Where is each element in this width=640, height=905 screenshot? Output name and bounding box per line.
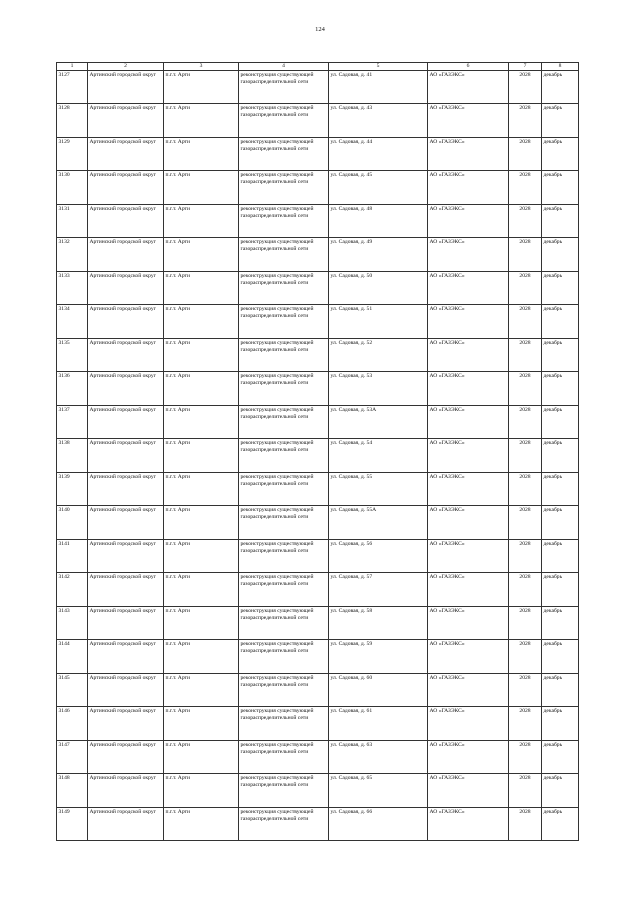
address-cell: ул. Садовая, д. 63 <box>329 740 428 774</box>
year-cell: 2028 <box>509 506 542 540</box>
district-cell: Артинский городской округ <box>88 137 164 171</box>
table-row <box>57 807 579 841</box>
month-cell: декабрь <box>542 573 579 607</box>
year-cell: 2028 <box>509 673 542 707</box>
row-number-cell: 3129 <box>57 137 88 171</box>
organization-cell: АО «ГАЗЭКС» <box>428 774 509 808</box>
settlement-cell: п.г.т. Арти <box>164 539 239 573</box>
column-header-7: 7 <box>509 63 542 71</box>
work-type-cell: реконструкция существующей газораспределительной сети <box>239 606 329 640</box>
settlement-cell: п.г.т. Арти <box>164 640 239 674</box>
table-row <box>57 104 579 138</box>
address-cell: ул. Садовая, д. 54 <box>329 439 428 473</box>
settlement-cell: п.г.т. Арти <box>164 439 239 473</box>
settlement-cell: п.г.т. Арти <box>164 573 239 607</box>
district-cell: Артинский городской округ <box>88 372 164 406</box>
address-cell: ул. Садовая, д. 59 <box>329 640 428 674</box>
organization-cell: АО «ГАЗЭКС» <box>428 640 509 674</box>
table-row <box>57 204 579 238</box>
organization-cell: АО «ГАЗЭКС» <box>428 740 509 774</box>
settlement-cell: п.г.т. Арти <box>164 673 239 707</box>
district-cell: Артинский городской округ <box>88 405 164 439</box>
work-type-cell: реконструкция существующей газораспределительной сети <box>239 171 329 205</box>
district-cell: Артинский городской округ <box>88 774 164 808</box>
organization-cell: АО «ГАЗЭКС» <box>428 807 509 841</box>
district-cell: Артинский городской округ <box>88 338 164 372</box>
row-number-cell: 3149 <box>57 807 88 841</box>
settlement-cell: п.г.т. Арти <box>164 506 239 540</box>
work-type-cell: реконструкция существующей газораспределительной сети <box>239 405 329 439</box>
organization-cell: АО «ГАЗЭКС» <box>428 707 509 741</box>
work-type-cell: реконструкция существующей газораспределительной сети <box>239 305 329 339</box>
row-number-cell: 3133 <box>57 271 88 305</box>
address-cell: ул. Садовая, д. 57 <box>329 573 428 607</box>
year-cell: 2028 <box>509 104 542 138</box>
district-cell: Артинский городской округ <box>88 305 164 339</box>
row-number-cell: 3140 <box>57 506 88 540</box>
district-cell: Артинский городской округ <box>88 506 164 540</box>
work-type-cell: реконструкция существующей газораспределительной сети <box>239 372 329 406</box>
district-cell: Артинский городской округ <box>88 271 164 305</box>
address-cell: ул. Садовая, д. 60 <box>329 673 428 707</box>
row-number-cell: 3144 <box>57 640 88 674</box>
column-header-1: 1 <box>57 63 88 71</box>
year-cell: 2028 <box>509 338 542 372</box>
work-type-cell: реконструкция существующей газораспределительной сети <box>239 807 329 841</box>
organization-cell: АО «ГАЗЭКС» <box>428 271 509 305</box>
district-cell: Артинский городской округ <box>88 740 164 774</box>
work-type-cell: реконструкция существующей газораспределительной сети <box>239 204 329 238</box>
district-cell: Артинский городской округ <box>88 573 164 607</box>
work-type-cell: реконструкция существующей газораспределительной сети <box>239 774 329 808</box>
work-type-cell: реконструкция существующей газораспределительной сети <box>239 640 329 674</box>
row-number-cell: 3143 <box>57 606 88 640</box>
month-cell: декабрь <box>542 640 579 674</box>
district-cell: Артинский городской округ <box>88 707 164 741</box>
settlement-cell: п.г.т. Арти <box>164 171 239 205</box>
column-header-2: 2 <box>88 63 164 71</box>
header-row <box>57 63 579 71</box>
row-number-cell: 3142 <box>57 573 88 607</box>
table-body <box>57 70 579 841</box>
table-row <box>57 271 579 305</box>
year-cell: 2028 <box>509 539 542 573</box>
row-number-cell: 3141 <box>57 539 88 573</box>
year-cell: 2028 <box>509 204 542 238</box>
organization-cell: АО «ГАЗЭКС» <box>428 305 509 339</box>
year-cell: 2028 <box>509 640 542 674</box>
month-cell: декабрь <box>542 472 579 506</box>
column-header-3: 3 <box>164 63 239 71</box>
district-cell: Артинский городской округ <box>88 539 164 573</box>
work-type-cell: реконструкция существующей газораспределительной сети <box>239 740 329 774</box>
month-cell: декабрь <box>542 807 579 841</box>
work-type-cell: реконструкция существующей газораспределительной сети <box>239 238 329 272</box>
organization-cell: АО «ГАЗЭКС» <box>428 673 509 707</box>
organization-cell: АО «ГАЗЭКС» <box>428 204 509 238</box>
organization-cell: АО «ГАЗЭКС» <box>428 439 509 473</box>
year-cell: 2028 <box>509 271 542 305</box>
work-type-cell: реконструкция существующей газораспределительной сети <box>239 70 329 104</box>
district-cell: Артинский городской округ <box>88 70 164 104</box>
work-type-cell: реконструкция существующей газораспределительной сети <box>239 472 329 506</box>
table-row <box>57 238 579 272</box>
organization-cell: АО «ГАЗЭКС» <box>428 171 509 205</box>
row-number-cell: 3128 <box>57 104 88 138</box>
table-row <box>57 70 579 104</box>
table-row <box>57 305 579 339</box>
table-row <box>57 606 579 640</box>
organization-cell: АО «ГАЗЭКС» <box>428 137 509 171</box>
year-cell: 2028 <box>509 137 542 171</box>
month-cell: декабрь <box>542 137 579 171</box>
table-row <box>57 137 579 171</box>
year-cell: 2028 <box>509 807 542 841</box>
organization-cell: АО «ГАЗЭКС» <box>428 472 509 506</box>
work-type-cell: реконструкция существующей газораспределительной сети <box>239 104 329 138</box>
month-cell: декабрь <box>542 305 579 339</box>
address-cell: ул. Садовая, д. 61 <box>329 707 428 741</box>
year-cell: 2028 <box>509 707 542 741</box>
row-number-cell: 3146 <box>57 707 88 741</box>
work-type-cell: реконструкция существующей газораспределительной сети <box>239 137 329 171</box>
year-cell: 2028 <box>509 171 542 205</box>
table-row <box>57 439 579 473</box>
address-cell: ул. Садовая, д. 55А <box>329 506 428 540</box>
organization-cell: АО «ГАЗЭКС» <box>428 573 509 607</box>
district-cell: Артинский городской округ <box>88 807 164 841</box>
year-cell: 2028 <box>509 372 542 406</box>
year-cell: 2028 <box>509 238 542 272</box>
settlement-cell: п.г.т. Арти <box>164 204 239 238</box>
organization-cell: АО «ГАЗЭКС» <box>428 405 509 439</box>
settlement-cell: п.г.т. Арти <box>164 338 239 372</box>
row-number-cell: 3145 <box>57 673 88 707</box>
month-cell: декабрь <box>542 774 579 808</box>
settlement-cell: п.г.т. Арти <box>164 70 239 104</box>
month-cell: декабрь <box>542 238 579 272</box>
work-type-cell: реконструкция существующей газораспределительной сети <box>239 506 329 540</box>
table-row <box>57 774 579 808</box>
month-cell: декабрь <box>542 70 579 104</box>
month-cell: декабрь <box>542 707 579 741</box>
row-number-cell: 3136 <box>57 372 88 406</box>
district-cell: Артинский городской округ <box>88 439 164 473</box>
organization-cell: АО «ГАЗЭКС» <box>428 539 509 573</box>
address-cell: ул. Садовая, д. 65 <box>329 774 428 808</box>
year-cell: 2028 <box>509 740 542 774</box>
address-cell: ул. Садовая, д. 45 <box>329 171 428 205</box>
month-cell: декабрь <box>542 673 579 707</box>
gas-network-register-table <box>56 62 579 841</box>
column-header-5: 5 <box>329 63 428 71</box>
row-number-cell: 3130 <box>57 171 88 205</box>
table-row <box>57 539 579 573</box>
table-row <box>57 372 579 406</box>
month-cell: декабрь <box>542 204 579 238</box>
organization-cell: АО «ГАЗЭКС» <box>428 338 509 372</box>
address-cell: ул. Садовая, д. 44 <box>329 137 428 171</box>
address-cell: ул. Садовая, д. 51 <box>329 305 428 339</box>
column-header-8: 8 <box>542 63 579 71</box>
month-cell: декабрь <box>542 104 579 138</box>
address-cell: ул. Садовая, д. 66 <box>329 807 428 841</box>
work-type-cell: реконструкция существующей газораспределительной сети <box>239 271 329 305</box>
work-type-cell: реконструкция существующей газораспределительной сети <box>239 539 329 573</box>
address-cell: ул. Садовая, д. 58 <box>329 606 428 640</box>
row-number-cell: 3134 <box>57 305 88 339</box>
address-cell: ул. Садовая, д. 50 <box>329 271 428 305</box>
row-number-cell: 3132 <box>57 238 88 272</box>
district-cell: Артинский городской округ <box>88 606 164 640</box>
district-cell: Артинский городской округ <box>88 673 164 707</box>
address-cell: ул. Садовая, д. 56 <box>329 539 428 573</box>
table-row <box>57 506 579 540</box>
table-row <box>57 171 579 205</box>
settlement-cell: п.г.т. Арти <box>164 740 239 774</box>
year-cell: 2028 <box>509 573 542 607</box>
table-row <box>57 673 579 707</box>
organization-cell: АО «ГАЗЭКС» <box>428 606 509 640</box>
settlement-cell: п.г.т. Арти <box>164 606 239 640</box>
work-type-cell: реконструкция существующей газораспределительной сети <box>239 573 329 607</box>
district-cell: Артинский городской округ <box>88 204 164 238</box>
row-number-cell: 3131 <box>57 204 88 238</box>
column-header-4: 4 <box>239 63 329 71</box>
address-cell: ул. Садовая, д. 53А <box>329 405 428 439</box>
district-cell: Артинский городской округ <box>88 472 164 506</box>
month-cell: декабрь <box>542 338 579 372</box>
settlement-cell: п.г.т. Арти <box>164 271 239 305</box>
year-cell: 2028 <box>509 774 542 808</box>
year-cell: 2028 <box>509 70 542 104</box>
organization-cell: АО «ГАЗЭКС» <box>428 506 509 540</box>
row-number-cell: 3135 <box>57 338 88 372</box>
table-row <box>57 640 579 674</box>
address-cell: ул. Садовая, д. 52 <box>329 338 428 372</box>
year-cell: 2028 <box>509 305 542 339</box>
work-type-cell: реконструкция существующей газораспределительной сети <box>239 439 329 473</box>
settlement-cell: п.г.т. Арти <box>164 104 239 138</box>
column-header-6: 6 <box>428 63 509 71</box>
table-header <box>57 63 579 71</box>
table-row <box>57 740 579 774</box>
table-row <box>57 338 579 372</box>
address-cell: ул. Садовая, д. 48 <box>329 204 428 238</box>
page-number: 124 <box>315 26 325 33</box>
row-number-cell: 3148 <box>57 774 88 808</box>
settlement-cell: п.г.т. Арти <box>164 707 239 741</box>
settlement-cell: п.г.т. Арти <box>164 472 239 506</box>
settlement-cell: п.г.т. Арти <box>164 305 239 339</box>
settlement-cell: п.г.т. Арти <box>164 137 239 171</box>
month-cell: декабрь <box>542 372 579 406</box>
organization-cell: АО «ГАЗЭКС» <box>428 104 509 138</box>
work-type-cell: реконструкция существующей газораспределительной сети <box>239 673 329 707</box>
year-cell: 2028 <box>509 405 542 439</box>
address-cell: ул. Садовая, д. 55 <box>329 472 428 506</box>
row-number-cell: 3139 <box>57 472 88 506</box>
month-cell: декабрь <box>542 439 579 473</box>
row-number-cell: 3137 <box>57 405 88 439</box>
settlement-cell: п.г.т. Арти <box>164 372 239 406</box>
month-cell: декабрь <box>542 405 579 439</box>
district-cell: Артинский городской округ <box>88 238 164 272</box>
district-cell: Артинский городской округ <box>88 171 164 205</box>
address-cell: ул. Садовая, д. 49 <box>329 238 428 272</box>
settlement-cell: п.г.т. Арти <box>164 238 239 272</box>
table-row <box>57 472 579 506</box>
work-type-cell: реконструкция существующей газораспределительной сети <box>239 338 329 372</box>
address-cell: ул. Садовая, д. 41 <box>329 70 428 104</box>
month-cell: декабрь <box>542 606 579 640</box>
month-cell: декабрь <box>542 506 579 540</box>
year-cell: 2028 <box>509 439 542 473</box>
settlement-cell: п.г.т. Арти <box>164 774 239 808</box>
row-number-cell: 3138 <box>57 439 88 473</box>
year-cell: 2028 <box>509 606 542 640</box>
month-cell: декабрь <box>542 740 579 774</box>
organization-cell: АО «ГАЗЭКС» <box>428 372 509 406</box>
organization-cell: АО «ГАЗЭКС» <box>428 70 509 104</box>
row-number-cell: 3127 <box>57 70 88 104</box>
month-cell: декабрь <box>542 271 579 305</box>
table-row <box>57 405 579 439</box>
row-number-cell: 3147 <box>57 740 88 774</box>
work-type-cell: реконструкция существующей газораспределительной сети <box>239 707 329 741</box>
district-cell: Артинский городской округ <box>88 640 164 674</box>
year-cell: 2028 <box>509 472 542 506</box>
table-row <box>57 707 579 741</box>
address-cell: ул. Садовая, д. 53 <box>329 372 428 406</box>
table-row <box>57 573 579 607</box>
district-cell: Артинский городской округ <box>88 104 164 138</box>
organization-cell: АО «ГАЗЭКС» <box>428 238 509 272</box>
settlement-cell: п.г.т. Арти <box>164 807 239 841</box>
month-cell: декабрь <box>542 539 579 573</box>
month-cell: декабрь <box>542 171 579 205</box>
settlement-cell: п.г.т. Арти <box>164 405 239 439</box>
address-cell: ул. Садовая, д. 43 <box>329 104 428 138</box>
